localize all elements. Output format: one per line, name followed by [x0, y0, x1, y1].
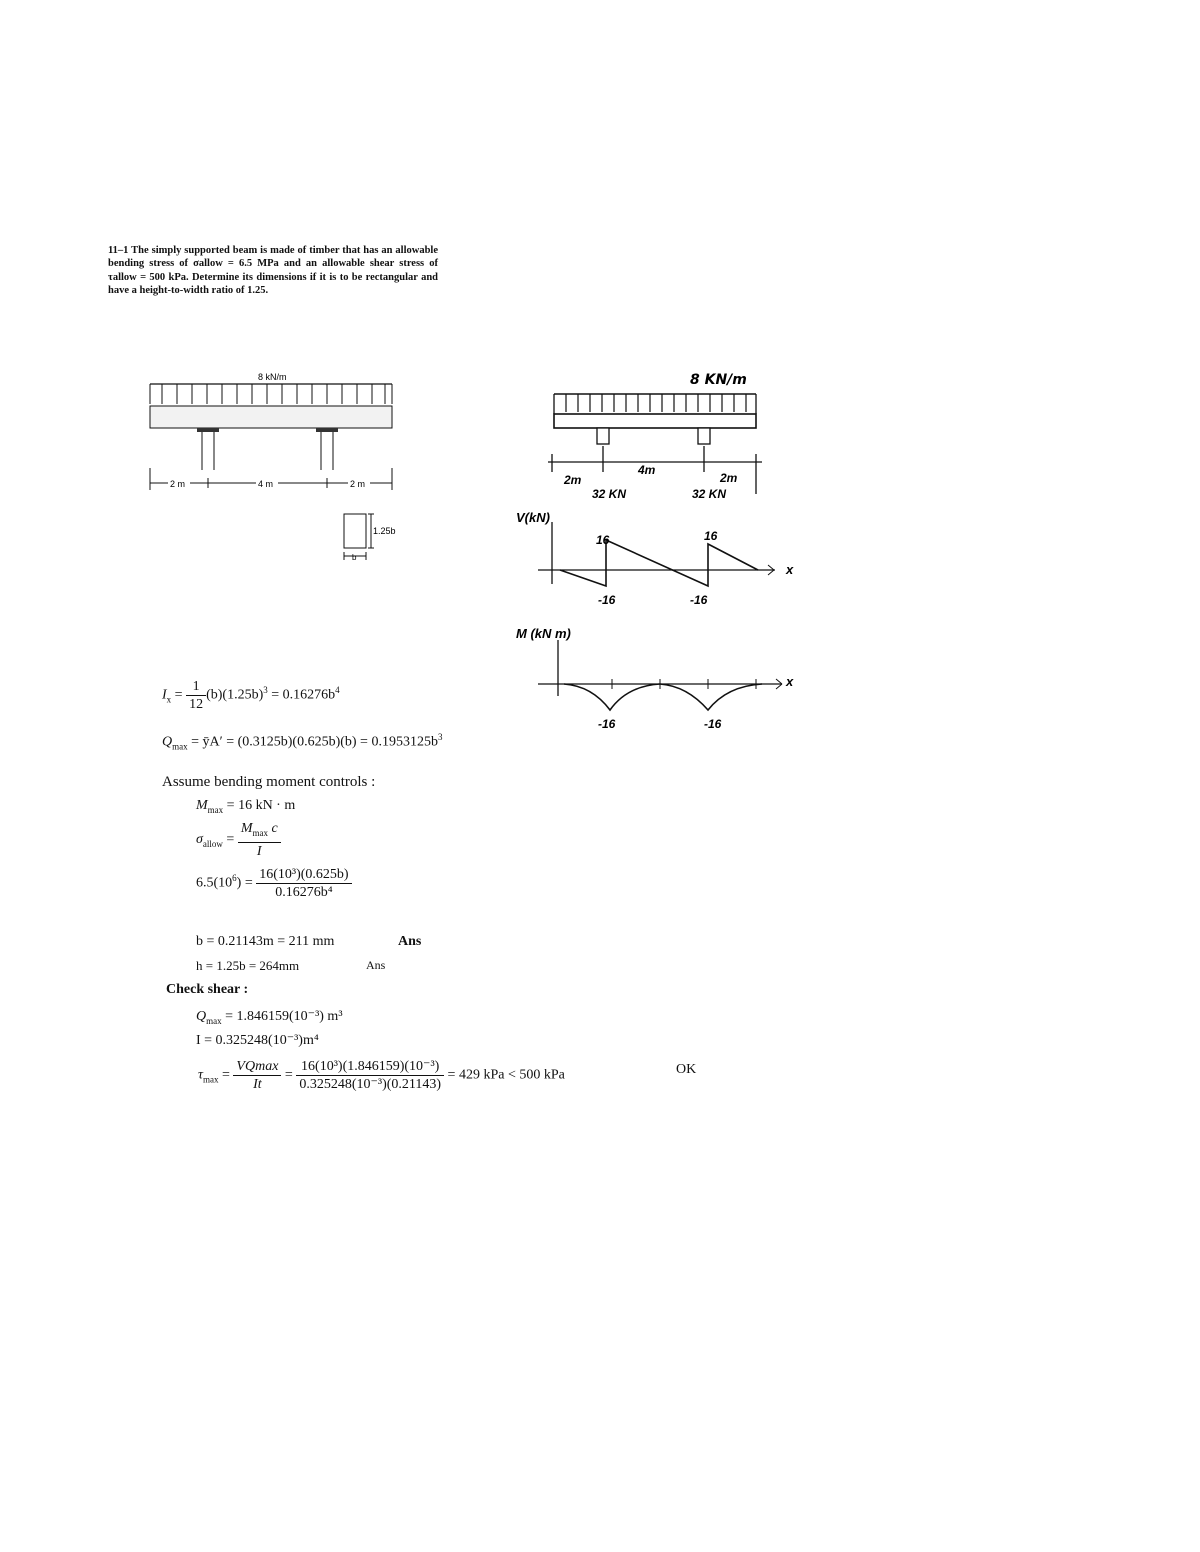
ix-result: = 0.16276b — [267, 687, 336, 703]
h-result: h = 1.25b = 264mm — [196, 958, 300, 973]
moment-x-label: x — [786, 674, 794, 689]
fbd-span-right: 2m — [720, 471, 738, 485]
shear-low-2: -16 — [690, 593, 708, 607]
six-close: ) = — [236, 875, 253, 891]
fbd-reaction-right: 32 KN — [692, 487, 727, 501]
shear-diagram — [510, 502, 800, 612]
shear-low-1: -16 — [598, 593, 616, 607]
qmax2-sub: max — [206, 1015, 222, 1026]
beam-figure — [140, 368, 410, 498]
section-height-label: 1.25b — [373, 526, 396, 536]
sigma-num: M — [240, 821, 253, 836]
tau-equation: $\tau_{max}$ = $\frac{VQmax}{It}$ = $\frac{\text{16(10³)(1.846159)(10⁻³)}}{\text{0.325248(10⁻³)(0.21143)}}$ = 429 kPa < 500 kPa — [198, 1059, 565, 1092]
ix-lhs: I — [162, 687, 167, 703]
ix-exp: 3 — [263, 685, 268, 696]
mmax-lhs: M — [196, 798, 208, 813]
fbd-load-label: 8 KN/m — [690, 372, 747, 388]
shear-x-label: x — [786, 562, 794, 577]
moment-low-1: -16 — [598, 717, 616, 731]
qmax2-equation — [196, 1008, 343, 1026]
beam-span-mid: 4 m — [258, 479, 274, 489]
sigma-num-c: c — [267, 821, 278, 836]
sigma-lhs: σ — [196, 832, 203, 848]
fbd-span-mid: 4m — [638, 463, 656, 477]
ix-sub: x — [166, 694, 172, 705]
moment-axis-label: M (kN m) — [516, 626, 571, 641]
tau-lhs: τ — [198, 1067, 204, 1083]
six-den: 0.16276b⁴ — [275, 885, 333, 900]
tau-den1: It — [253, 1077, 262, 1092]
sigma-sub: allow — [202, 838, 223, 849]
ans-1: Ans — [398, 934, 422, 949]
ans-2: Ans — [366, 958, 386, 972]
tau-result: = 429 kPa < 500 kPa — [447, 1067, 565, 1083]
fbd-span-left: 2m — [564, 473, 582, 487]
qmax2-rest: = 1.846159(10⁻³) m³ — [221, 1009, 343, 1024]
qmax2-lhs: Q — [196, 1009, 207, 1024]
six-equation — [196, 866, 352, 901]
q-rest: = ȳA′ = (0.3125b)(0.625b)(b) = 0.1953125b — [187, 734, 438, 750]
check-shear: Check shear : — [166, 982, 249, 997]
i-line: I = 0.325248(10⁻³)m⁴ — [196, 1033, 319, 1048]
moment-diagram — [512, 620, 802, 740]
cross-section — [338, 510, 408, 566]
six-lhs: 6.5(10 — [196, 875, 233, 891]
tau-num2: 16(10³)(1.846159)(10⁻³) — [296, 1058, 444, 1076]
six-exp: 6 — [232, 873, 237, 884]
problem-text: The simply supported beam is made of timber that has an allowable bending stress of σallow = 6.5 MPa and an allowable shear stress of τallow = 500 kPa. Determine its dimensions if it is to be rectangular and have a height-to-width ratio of 1.25. — [108, 245, 438, 297]
tau-sub: max — [203, 1074, 219, 1085]
tau-num1: VQmax — [236, 1059, 279, 1074]
shear-peak-1: 16 — [596, 533, 610, 547]
fbd-reaction-left: 32 KN — [592, 487, 627, 501]
b-result: b = 0.21143m = 211 mm — [196, 934, 335, 949]
mmax-sub: max — [207, 804, 224, 815]
q-equation — [162, 732, 442, 751]
tau-den2: 0.325248(10⁻³)(0.21143) — [299, 1077, 442, 1092]
ix-result-exp: 4 — [335, 685, 340, 696]
mmax-equation — [196, 798, 295, 815]
shear-axis-label: V(kN) — [516, 510, 550, 525]
ix-fraction-num: 1 — [186, 678, 206, 696]
sigma-equation: $\sigma_{allow}$ = $\frac{M_{max} c}{I}$ — [196, 820, 281, 860]
q-sub: max — [172, 741, 188, 752]
moment-low-2: -16 — [704, 717, 722, 731]
beam-load-label: 8 kN/m — [258, 372, 287, 382]
q-exp: 3 — [437, 732, 443, 742]
problem-number: 11–1 — [108, 245, 129, 256]
beam-span-left: 2 m — [170, 479, 186, 489]
beam-span-right: 2 m — [350, 479, 366, 489]
ix-equation: $I_x$ = $\frac{1}{12}$ $(b)(1.25b)^3 = 0.16276b^4$ — [162, 679, 340, 712]
ok-label: OK — [676, 1062, 697, 1077]
problem-statement — [108, 244, 438, 298]
q-lhs: Q — [162, 734, 173, 750]
section-width-label: b — [352, 553, 357, 562]
mmax-rest: = 16 kN · m — [223, 798, 296, 813]
assume-line: Assume bending moment controls : — [162, 774, 376, 790]
sigma-den: I — [256, 843, 262, 859]
sigma-num-sub: max — [252, 827, 268, 838]
free-body-diagram — [540, 364, 780, 504]
shear-peak-2: 16 — [704, 529, 718, 543]
six-num: 16(10³)(0.625b) — [256, 866, 351, 884]
ix-fraction-den: 12 — [189, 697, 204, 712]
ix-rest: (b)(1.25b) — [206, 687, 264, 703]
